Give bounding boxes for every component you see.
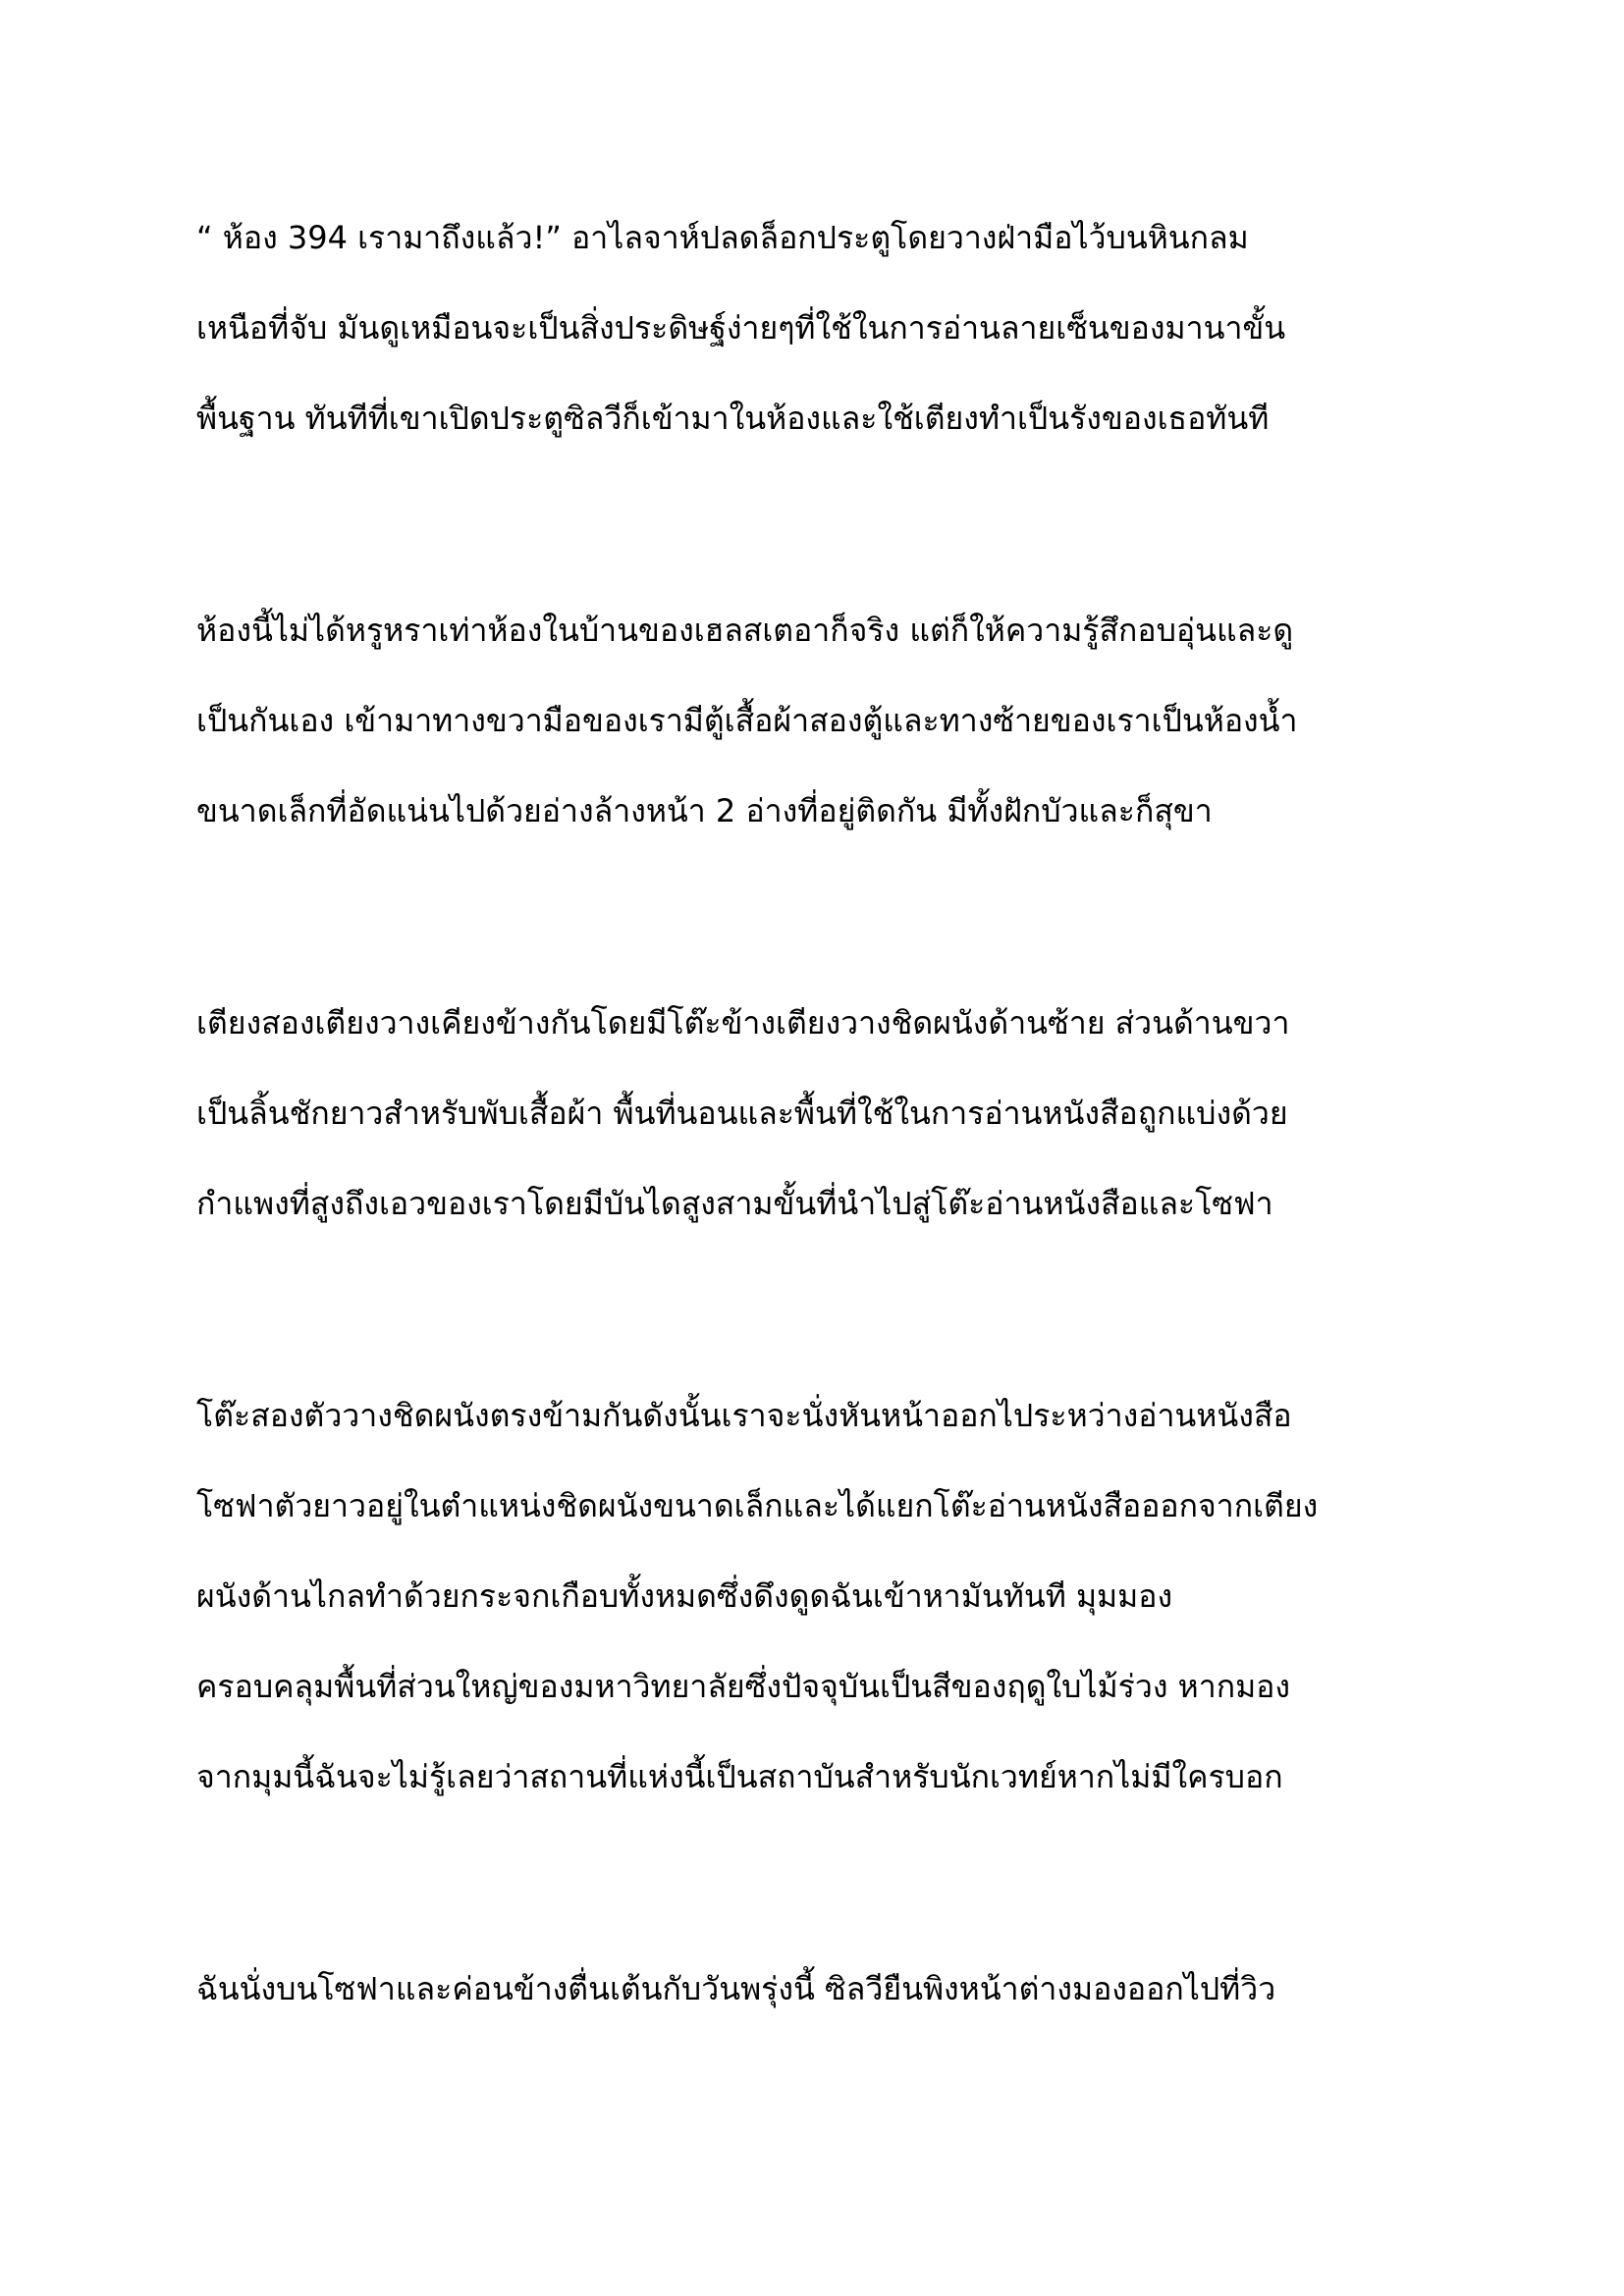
text-line: ห้องนี้ไม่ได้หรูหราเท่าห้องในบ้านของเฮลสเตอาก็จริง แต่ก็ให้ความรู้สึกอบอุ่นและดู xyxy=(196,612,1294,649)
text-line: โต๊ะสองตัววางชิดผนังตรงข้ามกันดังนั้นเราจะนั่งหันหน้าออกไประหว่างอ่านหนังสือ xyxy=(196,1397,1292,1434)
text-line: โซฟาตัวยาวอยู่ในตำแหน่งชิดผนังขนาดเล็กและได้แยกโต๊ะอ่านหนังสือออกจากเตียง xyxy=(196,1487,1319,1524)
text-line: “ ห้อง 394 เรามาถึงแล้ว!” อาไลจาห์ปลดล็อกประตูโดยวางฝ่ามือไว้บนหินกลม xyxy=(196,219,1249,256)
text-line: เป็นลิ้นชักยาวสำหรับพับเสื้อผ้า พื้นที่นอนและพื้นที่ใช้ในการอ่านหนังสือถูกแบ่งด้วย xyxy=(196,1095,1288,1132)
text-line: ฉันนั่งบนโซฟาและค่อนข้างตื่นเต้นกับวันพรุ่งนี้ ซิลวียืนพิงหน้าต่างมองออกไปที่วิว xyxy=(196,1970,1276,2007)
text-line: ครอบคลุมพื้นที่ส่วนใหญ่ของมหาวิทยาลัยซึ่งปัจจุบันเป็นสีของฤดูใบไม้ร่วง หากมอง xyxy=(196,1668,1290,1705)
text-line: ขนาดเล็กที่อัดแน่นไปด้วยอ่างล้างหน้า 2 อ่างที่อยู่ติดกัน มีทั้งฝักบัวและก็สุขา xyxy=(196,792,1213,829)
text-line: เป็นกันเอง เข้ามาทางขวามือของเรามีตู้เสื้อผ้าสองตู้และทางซ้ายของเราเป็นห้องน้ำ xyxy=(196,702,1298,739)
text-line: พื้นฐาน ทันทีที่เขาเปิดประตูซิลวีก็เข้ามาในห้องและใช้เตียงทำเป็นรังของเธอทันที xyxy=(196,400,1270,437)
text-line: จากมุมนี้ฉันจะไม่รู้เลยว่าสถานที่แห่งนี้เป็นสถาบันสำหรับนักเวทย์หากไม่มีใครบอก xyxy=(196,1758,1283,1795)
text-line: เตียงสองเตียงวางเคียงข้างกันโดยมีโต๊ะข้างเตียงวางชิดผนังด้านซ้าย ส่วนด้านขวา xyxy=(196,1004,1290,1041)
text-line: ผนังด้านไกลทำด้วยกระจกเกือบทั้งหมดซึ่งดึงดูดฉันเข้าหามันทันที มุมมอง xyxy=(196,1577,1173,1615)
text-line: เหนือที่จับ มันดูเหมือนจะเป็นสิ่งประดิษฐ์ง่ายๆที่ใช้ในการอ่านลายเซ็นของมานาขั้น xyxy=(196,309,1286,347)
text-line: กำแพงที่สูงถึงเอวของเราโดยมีบันไดสูงสามขั้นที่นำไปสู่โต๊ะอ่านหนังสือและโซฟา xyxy=(196,1185,1273,1222)
